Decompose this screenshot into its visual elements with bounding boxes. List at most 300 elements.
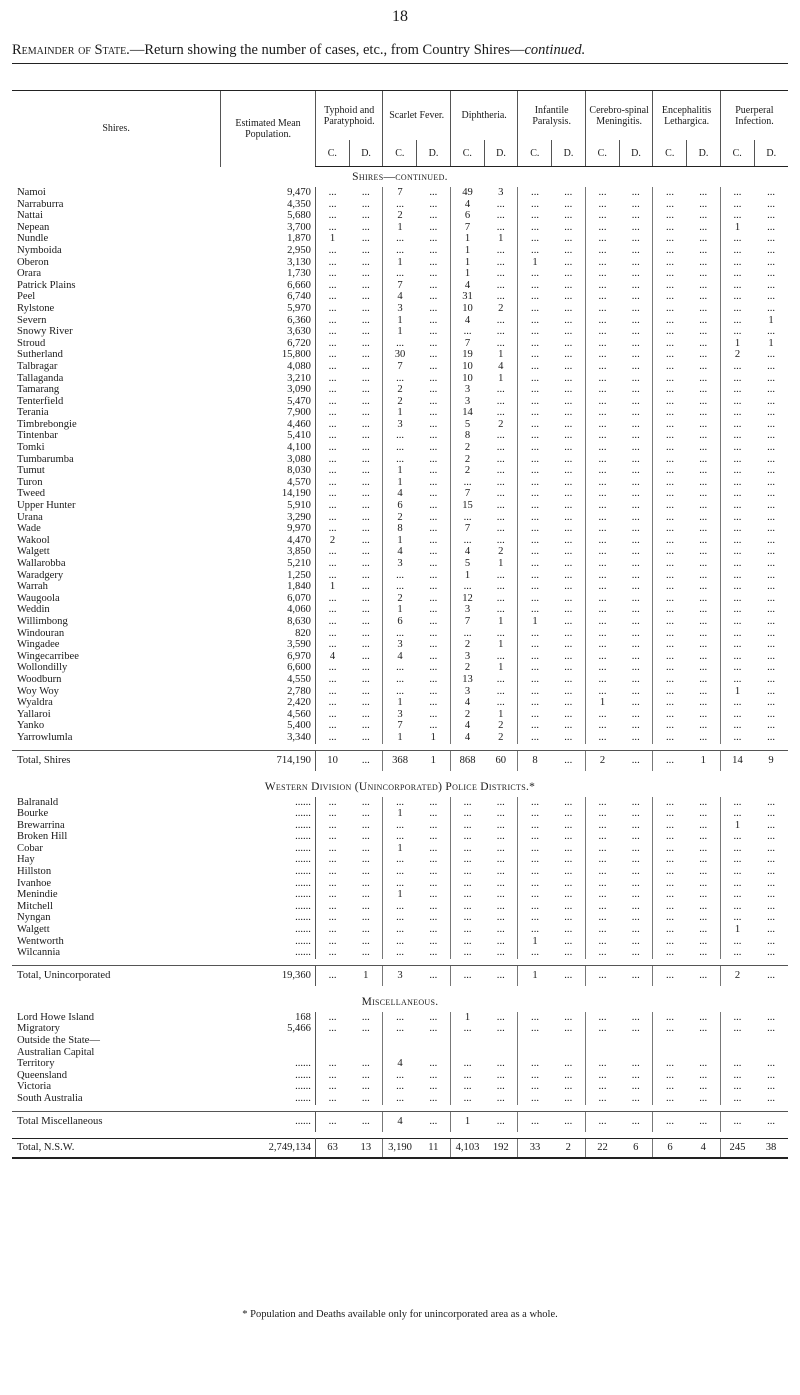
cell-cases: ... bbox=[518, 488, 552, 500]
cell-deaths: ... bbox=[429, 708, 438, 720]
cell-deaths: ... bbox=[361, 592, 370, 604]
header-scarlet-fever: Scarlet Fever. bbox=[383, 91, 450, 141]
cell-deaths: ... bbox=[564, 1058, 573, 1070]
header-cerebro-spinal: Cerebro-spinal Meningitis. bbox=[585, 91, 652, 141]
cell-deaths bbox=[349, 1035, 383, 1047]
cell-deaths: ... bbox=[631, 662, 640, 674]
cell-deaths: ... bbox=[564, 639, 573, 651]
cell-cases: ... bbox=[720, 593, 754, 605]
cell-cases: ... bbox=[720, 280, 754, 292]
cell-deaths: ... bbox=[496, 569, 505, 581]
cell-cases: ... bbox=[720, 361, 754, 373]
cell-deaths: ... bbox=[631, 326, 640, 338]
cell-cases: ... bbox=[585, 442, 619, 454]
cell-cases: ... bbox=[518, 500, 552, 512]
table-row bbox=[12, 245, 788, 257]
cell-cases: 2 bbox=[585, 750, 619, 771]
cell-deaths: ... bbox=[767, 1069, 776, 1081]
cell-deaths: 9 bbox=[754, 750, 788, 771]
cell-cases: ... bbox=[450, 866, 484, 878]
cell-cases: 4 bbox=[383, 291, 417, 303]
cell-cases: ... bbox=[518, 912, 552, 924]
cell-deaths: ... bbox=[564, 866, 573, 878]
cell-deaths: ... bbox=[564, 935, 573, 947]
cell-cases: ... bbox=[585, 454, 619, 466]
cell-cases: ... bbox=[720, 465, 754, 477]
cell-cases: ... bbox=[383, 831, 417, 843]
cell-cases: ... bbox=[653, 854, 687, 866]
row-name: Australian Capital bbox=[17, 1046, 95, 1058]
cell-cases: ... bbox=[720, 326, 754, 338]
row-population: 4,060 bbox=[221, 604, 316, 616]
cell-cases: 14 bbox=[720, 750, 754, 771]
cell-cases: ... bbox=[328, 244, 337, 256]
row-population: 6,720 bbox=[221, 338, 316, 350]
cell-cases: ... bbox=[450, 1058, 484, 1070]
cell-deaths: ... bbox=[631, 924, 640, 936]
cell-deaths: ... bbox=[564, 465, 573, 477]
row-name: Snowy River bbox=[17, 326, 73, 338]
cell-cases: ... bbox=[328, 268, 337, 280]
cell-deaths: ... bbox=[496, 673, 505, 685]
cell-cases: 4 bbox=[383, 1058, 417, 1070]
cell-cases: ... bbox=[328, 842, 337, 854]
cell-cases: ... bbox=[720, 477, 754, 489]
cell-deaths: ... bbox=[767, 360, 776, 372]
cell-deaths: ... bbox=[429, 1069, 438, 1081]
cell-cases: ... bbox=[518, 662, 552, 674]
row-population bbox=[221, 1047, 316, 1059]
cell-deaths: ... bbox=[361, 1011, 370, 1023]
cell-cases: ... bbox=[720, 709, 754, 721]
cell-deaths: ... bbox=[619, 1111, 653, 1132]
cell-deaths: ... bbox=[429, 627, 438, 639]
cell-cases: ... bbox=[653, 430, 687, 442]
cell-deaths: ... bbox=[564, 685, 573, 697]
cell-cases: 868 bbox=[450, 750, 484, 771]
cell-cases: ... bbox=[518, 866, 552, 878]
cell-cases: ... bbox=[518, 1093, 552, 1105]
table-row bbox=[12, 477, 788, 489]
cell-deaths: ... bbox=[767, 349, 776, 361]
table-row bbox=[12, 454, 788, 466]
cell-deaths: ... bbox=[496, 604, 505, 616]
cell-deaths: ... bbox=[564, 233, 573, 245]
cell-deaths: ... bbox=[631, 244, 640, 256]
header-shires: Shires. bbox=[12, 91, 221, 167]
row-population: 4,460 bbox=[221, 419, 316, 431]
cell-deaths: ... bbox=[767, 187, 776, 198]
cell-cases: ... bbox=[585, 570, 619, 582]
cell-deaths: ... bbox=[767, 662, 776, 674]
row-name: Tenterfield bbox=[17, 395, 64, 407]
cell-deaths: ... bbox=[767, 819, 776, 831]
cell-deaths: ... bbox=[349, 1111, 383, 1132]
cell-deaths: ... bbox=[361, 488, 370, 500]
row-name: Woy Woy bbox=[17, 685, 59, 697]
cell-deaths: ... bbox=[361, 198, 370, 210]
row-name: Yarrowlumla bbox=[17, 731, 73, 743]
cell-cases: ... bbox=[518, 686, 552, 698]
cell-cases bbox=[585, 1035, 619, 1047]
cell-deaths: ... bbox=[699, 210, 708, 222]
cell-cases: ... bbox=[328, 488, 337, 500]
row-name: Rylstone bbox=[17, 302, 55, 314]
cell-cases: ... bbox=[518, 854, 552, 866]
cell-cases: ... bbox=[653, 570, 687, 582]
cell-cases: ... bbox=[518, 889, 552, 901]
cell-cases: ... bbox=[720, 187, 754, 199]
cell-cases: ... bbox=[328, 418, 337, 430]
cell-deaths: ... bbox=[687, 1111, 721, 1132]
cell-deaths: ... bbox=[767, 731, 776, 743]
cell-deaths: ... bbox=[767, 650, 776, 662]
cell-cases: ... bbox=[585, 407, 619, 419]
cell-deaths: ... bbox=[699, 889, 708, 901]
cell-cases: ... bbox=[518, 1012, 552, 1024]
cell-deaths: 1 bbox=[498, 372, 504, 384]
cell-cases: 1 bbox=[383, 604, 417, 616]
cell-cases: ... bbox=[328, 615, 337, 627]
cell-deaths: 13 bbox=[349, 1138, 383, 1158]
cell-deaths: ... bbox=[767, 639, 776, 651]
cell-cases: ... bbox=[328, 291, 337, 303]
cell-cases: 1 bbox=[383, 535, 417, 547]
cell-cases: ... bbox=[653, 889, 687, 901]
cell-cases: ... bbox=[585, 720, 619, 732]
cell-deaths: ... bbox=[361, 627, 370, 639]
table-body bbox=[12, 167, 788, 1158]
cell-deaths: ... bbox=[699, 488, 708, 500]
cell-cases: 3 bbox=[450, 686, 484, 698]
table-row bbox=[12, 326, 788, 338]
cell-cases: ... bbox=[383, 628, 417, 640]
cell-deaths: ... bbox=[564, 523, 573, 535]
cell-deaths: ... bbox=[361, 314, 370, 326]
cell-cases: ... bbox=[518, 1058, 552, 1070]
cell-cases: ... bbox=[585, 628, 619, 640]
cell-cases: ... bbox=[653, 616, 687, 628]
cell-deaths: ... bbox=[429, 221, 438, 233]
cell-cases: ... bbox=[653, 315, 687, 327]
cell-cases: ... bbox=[720, 843, 754, 855]
cell-cases bbox=[653, 1047, 687, 1059]
cell-deaths: ... bbox=[699, 581, 708, 593]
cell-deaths: ... bbox=[564, 720, 573, 732]
cell-cases: 7 bbox=[383, 720, 417, 732]
cell-deaths: ... bbox=[361, 1058, 370, 1070]
cell-cases: ... bbox=[383, 1081, 417, 1093]
table-row bbox=[12, 349, 788, 361]
row-name: Outside the State— bbox=[17, 1035, 100, 1046]
row-population: 3,080 bbox=[221, 454, 316, 466]
cell-deaths: ... bbox=[361, 187, 370, 198]
row-name: Tumbarumba bbox=[17, 453, 74, 465]
cell-cases: ... bbox=[450, 936, 484, 948]
cases-table bbox=[12, 90, 788, 1159]
cell-cases: ... bbox=[585, 674, 619, 686]
cell-deaths: ... bbox=[429, 604, 438, 616]
cell-cases: ... bbox=[585, 854, 619, 866]
cell-deaths bbox=[619, 1047, 653, 1059]
cell-cases: ... bbox=[585, 639, 619, 651]
cell-deaths: ... bbox=[429, 1081, 438, 1093]
cell-cases: 4 bbox=[450, 720, 484, 732]
cell-deaths: ... bbox=[564, 268, 573, 280]
cell-cases: ... bbox=[518, 674, 552, 686]
cell-deaths: ... bbox=[631, 1023, 640, 1035]
cell-deaths: ... bbox=[496, 796, 505, 808]
cell-deaths: ... bbox=[564, 326, 573, 338]
cell-cases: ... bbox=[585, 843, 619, 855]
cell-cases: ... bbox=[720, 488, 754, 500]
cell-deaths: ... bbox=[496, 221, 505, 233]
cell-cases: ... bbox=[518, 396, 552, 408]
cell-deaths: ... bbox=[496, 900, 505, 912]
row-name: Total, N.S.W. bbox=[12, 1138, 221, 1158]
cell-cases: 2 bbox=[329, 534, 336, 546]
cell-deaths: ... bbox=[631, 187, 640, 198]
cell-cases: ... bbox=[585, 1012, 619, 1024]
cell-deaths: 3 bbox=[498, 187, 504, 198]
cell-cases: ... bbox=[720, 430, 754, 442]
cell-cases bbox=[315, 1035, 349, 1047]
cell-cases bbox=[450, 1035, 484, 1047]
cell-cases: ... bbox=[720, 570, 754, 582]
row-name: Total, Unincorporated bbox=[12, 965, 221, 986]
cell-cases: ... bbox=[653, 512, 687, 524]
cell-deaths: ... bbox=[564, 673, 573, 685]
cell-cases: ... bbox=[585, 1081, 619, 1093]
cell-cases: ... bbox=[653, 581, 687, 593]
row-name: Orara bbox=[17, 268, 42, 280]
cell-deaths: ... bbox=[699, 1011, 708, 1023]
cell-deaths: ... bbox=[496, 534, 505, 546]
cell-deaths: ... bbox=[564, 244, 573, 256]
table-row bbox=[12, 1093, 788, 1105]
cell-deaths: ... bbox=[496, 627, 505, 639]
cell-deaths: ... bbox=[361, 418, 370, 430]
table-row bbox=[12, 889, 788, 901]
cell-cases: ... bbox=[585, 558, 619, 570]
cell-cases: ... bbox=[585, 947, 619, 959]
cell-cases: ... bbox=[383, 373, 417, 385]
cell-cases: ... bbox=[653, 454, 687, 466]
table-row bbox=[12, 315, 788, 327]
row-population: 2,420 bbox=[221, 697, 316, 709]
cell-deaths: ... bbox=[496, 685, 505, 697]
cell-cases: ... bbox=[518, 1023, 552, 1035]
cell-cases: 1 bbox=[450, 245, 484, 257]
cell-cases: ... bbox=[518, 831, 552, 843]
cell-cases: 8 bbox=[450, 430, 484, 442]
table-row bbox=[12, 233, 788, 245]
cell-deaths: ... bbox=[564, 662, 573, 674]
cell-cases: 3 bbox=[383, 419, 417, 431]
row-name: Nyngan bbox=[17, 912, 51, 924]
row-name: Tamarang bbox=[17, 384, 60, 396]
cell-cases: ... bbox=[720, 581, 754, 593]
cell-deaths: ... bbox=[429, 291, 438, 303]
row-population: 5,410 bbox=[221, 430, 316, 442]
cell-deaths: ... bbox=[564, 581, 573, 593]
cell-cases: ... bbox=[585, 361, 619, 373]
cell-deaths: ... bbox=[429, 488, 438, 500]
cell-cases: ... bbox=[585, 709, 619, 721]
cell-cases: ... bbox=[653, 338, 687, 350]
cell-cases: ... bbox=[585, 291, 619, 303]
cell-deaths: ... bbox=[699, 453, 708, 465]
cell-cases: ... bbox=[653, 639, 687, 651]
cell-deaths: ... bbox=[361, 796, 370, 808]
row-population: 6,740 bbox=[221, 291, 316, 303]
cell-deaths: ... bbox=[631, 476, 640, 488]
cell-deaths: ... bbox=[496, 912, 505, 924]
cell-cases: ... bbox=[720, 535, 754, 547]
cell-deaths: ... bbox=[564, 877, 573, 889]
row-name: Sutherland bbox=[17, 349, 63, 361]
cell-cases: ... bbox=[518, 843, 552, 855]
cell-cases: ... bbox=[585, 604, 619, 616]
cell-deaths: 2 bbox=[498, 302, 504, 314]
cell-deaths: ... bbox=[631, 511, 640, 523]
cell-cases: ... bbox=[518, 187, 552, 199]
cell-deaths: ... bbox=[429, 233, 438, 245]
cell-deaths: ... bbox=[767, 453, 776, 465]
cell-deaths: ... bbox=[496, 697, 505, 709]
cell-deaths: ... bbox=[496, 819, 505, 831]
cell-cases: ... bbox=[653, 361, 687, 373]
table-row bbox=[12, 268, 788, 280]
cell-deaths: ... bbox=[767, 372, 776, 384]
row-population: 3,590 bbox=[221, 639, 316, 651]
cell-deaths: ... bbox=[767, 854, 776, 866]
cell-cases: ... bbox=[585, 965, 619, 986]
cell-cases: 2 bbox=[450, 662, 484, 674]
cell-cases: ... bbox=[518, 924, 552, 936]
cell-cases: ... bbox=[518, 419, 552, 431]
table-row bbox=[12, 581, 788, 593]
cell-cases: 7 bbox=[383, 187, 417, 199]
table-row bbox=[12, 187, 788, 199]
cell-deaths: ... bbox=[496, 337, 505, 349]
cell-cases: ... bbox=[328, 877, 337, 889]
cell-cases: ... bbox=[383, 820, 417, 832]
row-name: Mitchell bbox=[17, 900, 53, 912]
cell-cases: ... bbox=[518, 639, 552, 651]
section-heading-row bbox=[12, 992, 788, 1012]
cell-cases: 3,190 bbox=[383, 1138, 417, 1158]
row-name: Ivanhoe bbox=[17, 877, 52, 889]
cell-deaths: ... bbox=[496, 1069, 505, 1081]
cell-cases: ... bbox=[653, 1023, 687, 1035]
cell-cases: ... bbox=[328, 1069, 337, 1081]
cell-deaths: ... bbox=[631, 198, 640, 210]
cell-deaths: ... bbox=[631, 877, 640, 889]
cell-cases: ... bbox=[653, 1081, 687, 1093]
cell-cases: ... bbox=[328, 256, 337, 268]
cell-cases: ... bbox=[720, 1058, 754, 1070]
cell-cases: ... bbox=[383, 797, 417, 809]
cell-cases: ... bbox=[720, 373, 754, 385]
cell-cases: ... bbox=[518, 593, 552, 605]
cell-cases: 7 bbox=[383, 361, 417, 373]
cell-deaths: ... bbox=[699, 912, 708, 924]
row-population: ...... bbox=[221, 808, 316, 820]
cell-cases: ... bbox=[653, 500, 687, 512]
row-population: ...... bbox=[221, 878, 316, 890]
cell-cases: ... bbox=[653, 709, 687, 721]
cell-deaths: ... bbox=[699, 842, 708, 854]
header-c-2: C. bbox=[450, 140, 484, 167]
cell-cases: 1 bbox=[585, 697, 619, 709]
cell-cases: ... bbox=[518, 373, 552, 385]
cell-deaths: ... bbox=[361, 819, 370, 831]
cell-deaths: ... bbox=[564, 221, 573, 233]
cell-deaths: ... bbox=[361, 889, 370, 901]
cell-deaths: 2 bbox=[498, 418, 504, 430]
cell-deaths: ... bbox=[631, 465, 640, 477]
cell-deaths: ... bbox=[496, 314, 505, 326]
cell-cases: ... bbox=[383, 338, 417, 350]
table-row bbox=[12, 674, 788, 686]
header-d-2: D. bbox=[484, 140, 518, 167]
cell-deaths: ... bbox=[361, 523, 370, 535]
table-row bbox=[12, 430, 788, 442]
table-row bbox=[12, 616, 788, 628]
cell-deaths: ... bbox=[361, 673, 370, 685]
cell-deaths: ... bbox=[699, 592, 708, 604]
cell-cases: 3 bbox=[450, 396, 484, 408]
cell-cases: ... bbox=[585, 396, 619, 408]
row-name: Hillston bbox=[17, 866, 52, 878]
cell-cases: 15 bbox=[450, 500, 484, 512]
cell-deaths: ... bbox=[699, 877, 708, 889]
table-row bbox=[12, 396, 788, 408]
cell-cases: ... bbox=[518, 222, 552, 234]
cell-cases: ... bbox=[720, 512, 754, 524]
cell-deaths bbox=[754, 1035, 788, 1047]
cell-deaths: ... bbox=[429, 615, 438, 627]
cell-cases: 1 bbox=[383, 315, 417, 327]
cell-cases: 2 bbox=[383, 512, 417, 524]
cell-cases: ... bbox=[720, 616, 754, 628]
cell-deaths: ... bbox=[699, 1092, 708, 1104]
cell-deaths: ... bbox=[767, 302, 776, 314]
cell-cases: ... bbox=[720, 407, 754, 419]
row-population: 7,900 bbox=[221, 407, 316, 419]
cell-deaths: ... bbox=[429, 244, 438, 256]
cell-cases: ... bbox=[720, 268, 754, 280]
cell-deaths: ... bbox=[699, 796, 708, 808]
cell-cases: ... bbox=[585, 808, 619, 820]
cell-deaths: ... bbox=[767, 1081, 776, 1093]
cell-deaths: ... bbox=[361, 279, 370, 291]
row-name: Hay bbox=[17, 854, 35, 866]
table-row bbox=[12, 878, 788, 890]
cell-cases: ... bbox=[585, 233, 619, 245]
cell-deaths: ... bbox=[429, 685, 438, 697]
table-row bbox=[12, 662, 788, 674]
row-population: ...... bbox=[221, 1111, 316, 1132]
cell-cases: 31 bbox=[450, 291, 484, 303]
cell-deaths: ... bbox=[429, 407, 438, 419]
cell-cases: ... bbox=[653, 947, 687, 959]
cell-cases: ... bbox=[450, 1023, 484, 1035]
cell-deaths: ... bbox=[631, 407, 640, 419]
cell-cases: ... bbox=[585, 268, 619, 280]
cell-cases: ... bbox=[720, 546, 754, 558]
